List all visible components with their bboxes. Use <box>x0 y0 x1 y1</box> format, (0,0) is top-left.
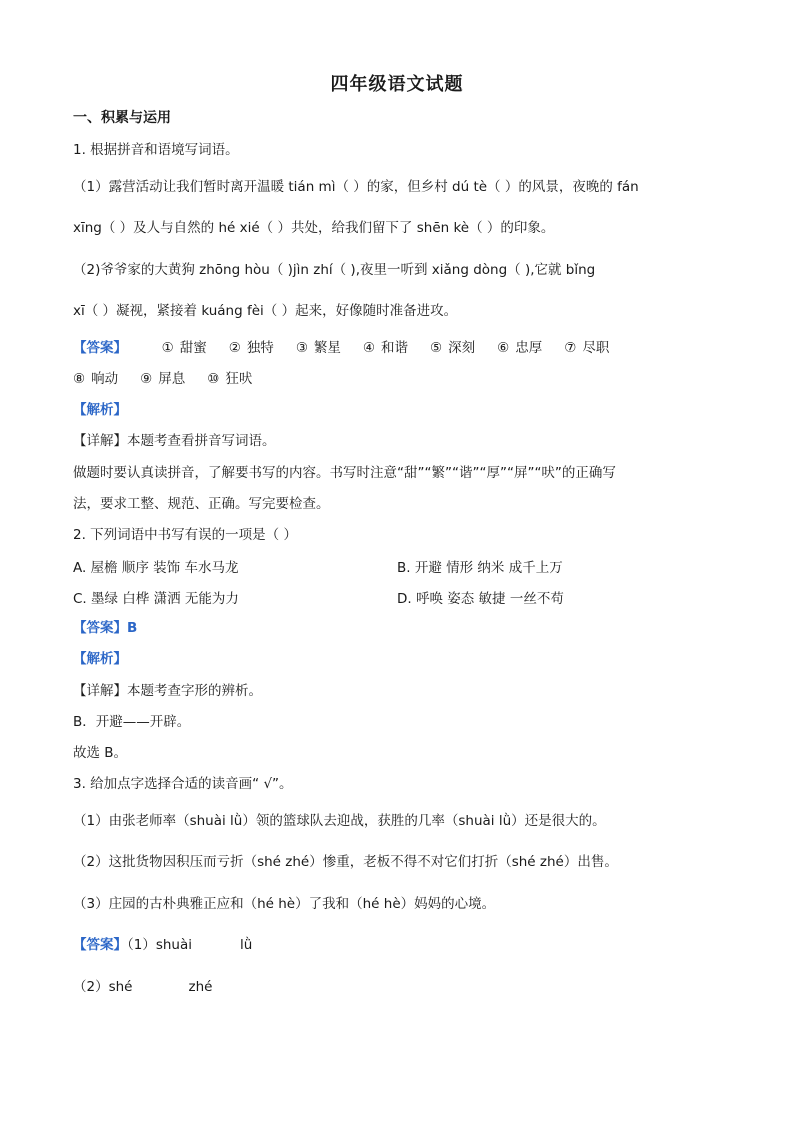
q1-detail: 【详解】本题考查看拼音写词语。 <box>73 433 276 449</box>
answer-text: 甜蜜 <box>179 340 207 356</box>
answer-text: 深刻 <box>448 340 476 356</box>
q1-p1-line1: （1）露营活动让我们暂时离开温暖 tián mì（ ）的家，但乡村 dú tè（ ）的风景，夜晚的 fán <box>73 179 639 195</box>
answer-item <box>430 338 475 358</box>
q3-answer-1-first: （1）shuài <box>127 937 193 953</box>
q1-answer-row2 <box>73 369 274 389</box>
q2-option-a: A. 屋檐 顺序 装饰 车水马龙 <box>73 560 239 576</box>
q2-detail: 【详解】本题考查字形的辨析。 <box>73 683 262 699</box>
page-title: 四年级语文试题 <box>330 74 464 95</box>
answer-item <box>363 338 408 358</box>
q3-answer-2 <box>73 977 212 997</box>
q3-answer-2-first: （2）shé <box>73 979 133 995</box>
answer-list-row2 <box>73 371 274 387</box>
q2-stem: 2. 下列词语中书写有误的一项是（ ） <box>73 527 297 543</box>
q2-detail-line3: 故选 B。 <box>73 745 128 761</box>
q3-item-2: （2）这批货物因积压而亏折（shé zhé）惨重，老板不得不对它们打折（shé zhé）出售。 <box>73 854 618 870</box>
answer-text: 屏息 <box>158 371 186 387</box>
q2-option-c: C. 墨绿 白桦 潇洒 无能为力 <box>73 591 239 607</box>
answer-number: ③ <box>295 340 308 356</box>
answer-item <box>296 338 341 358</box>
q1-answer-row1 <box>73 338 631 358</box>
answer-list-row1 <box>162 340 632 356</box>
q3-answer-2-second: zhé <box>188 979 213 995</box>
q3-answer-1-second: lǜ <box>240 937 253 953</box>
answer-text: 独特 <box>246 340 274 356</box>
q2-detail-line2: B．开避——开辟。 <box>73 714 191 730</box>
answer-number: ⑩ <box>207 371 220 387</box>
answer-number: ⑥ <box>497 340 510 356</box>
answer-text: 忠厚 <box>515 340 543 356</box>
answer-tag: 【答案】 <box>73 937 127 953</box>
answer-text: 和谐 <box>381 340 409 356</box>
q1-detail-line3: 法，要求工整、规范、正确。写完要检查。 <box>73 496 330 512</box>
answer-number: ⑧ <box>73 371 86 387</box>
answer-item <box>229 338 274 358</box>
answer-text: 狂吠 <box>225 371 253 387</box>
q3-item-3: （3）庄园的古朴典雅正应和（hé hè）了我和（hé hè）妈妈的心境。 <box>73 896 496 912</box>
answer-number: ① <box>161 340 174 356</box>
answer-number: ④ <box>362 340 376 356</box>
q1-p1-line2: xīng（ ）及人与自然的 hé xié（ ）共处，给我们留下了 shēn kè（ ）的印象。 <box>73 220 555 236</box>
answer-item <box>162 338 207 358</box>
answer-item <box>207 369 252 389</box>
answer-item <box>497 338 542 358</box>
answer-text: 繁星 <box>313 340 341 356</box>
answer-number: ⑦ <box>564 340 577 356</box>
answer-number: ⑨ <box>140 371 153 387</box>
q1-p2-line2: xī（ ）凝视，紧接着 kuáng fèi（ ）起来，好像随时准备进攻。 <box>73 303 458 319</box>
answer-number: ② <box>228 340 241 356</box>
answer-item <box>140 369 185 389</box>
q1-analysis-tag: 【解析】 <box>73 402 127 418</box>
answer-text: 响动 <box>91 371 119 387</box>
q3-item-1: （1）由张老师率（shuài lǜ）领的篮球队去迎战，获胜的几率（shuài lǜ）还是很大的。 <box>73 813 606 829</box>
answer-item <box>564 338 609 358</box>
q2-answer: 【答案】B <box>73 620 138 636</box>
section-heading: 一、积累与运用 <box>73 110 171 126</box>
q2-option-d: D. 呼唤 姿态 敏捷 一丝不苟 <box>397 591 564 607</box>
q3-stem: 3. 给加点字选择合适的读音画“ √”。 <box>73 776 293 792</box>
q1-p2-line1: （2)爷爷家的大黄狗 zhōng hòu（ )jìn zhí（ ),夜里一听到 xiǎng dòng（ ),它就 bǐng <box>73 262 596 278</box>
answer-text: 尽职 <box>582 340 610 356</box>
q3-answer-1 <box>73 935 252 955</box>
answer-number: ⑤ <box>430 340 443 356</box>
answer-item <box>73 369 118 389</box>
q2-option-b: B. 开避 情形 纳米 成千上万 <box>397 560 563 576</box>
q1-stem: 1. 根据拼音和语境写词语。 <box>73 142 239 158</box>
q1-detail-line2: 做题时要认真读拼音，了解要书写的内容。书写时注意“甜”“繁”“谐”“厚”“屏”“吠”的正确写 <box>73 465 616 481</box>
answer-tag: 【答案】 <box>73 340 127 356</box>
q2-analysis-tag: 【解析】 <box>73 651 127 667</box>
